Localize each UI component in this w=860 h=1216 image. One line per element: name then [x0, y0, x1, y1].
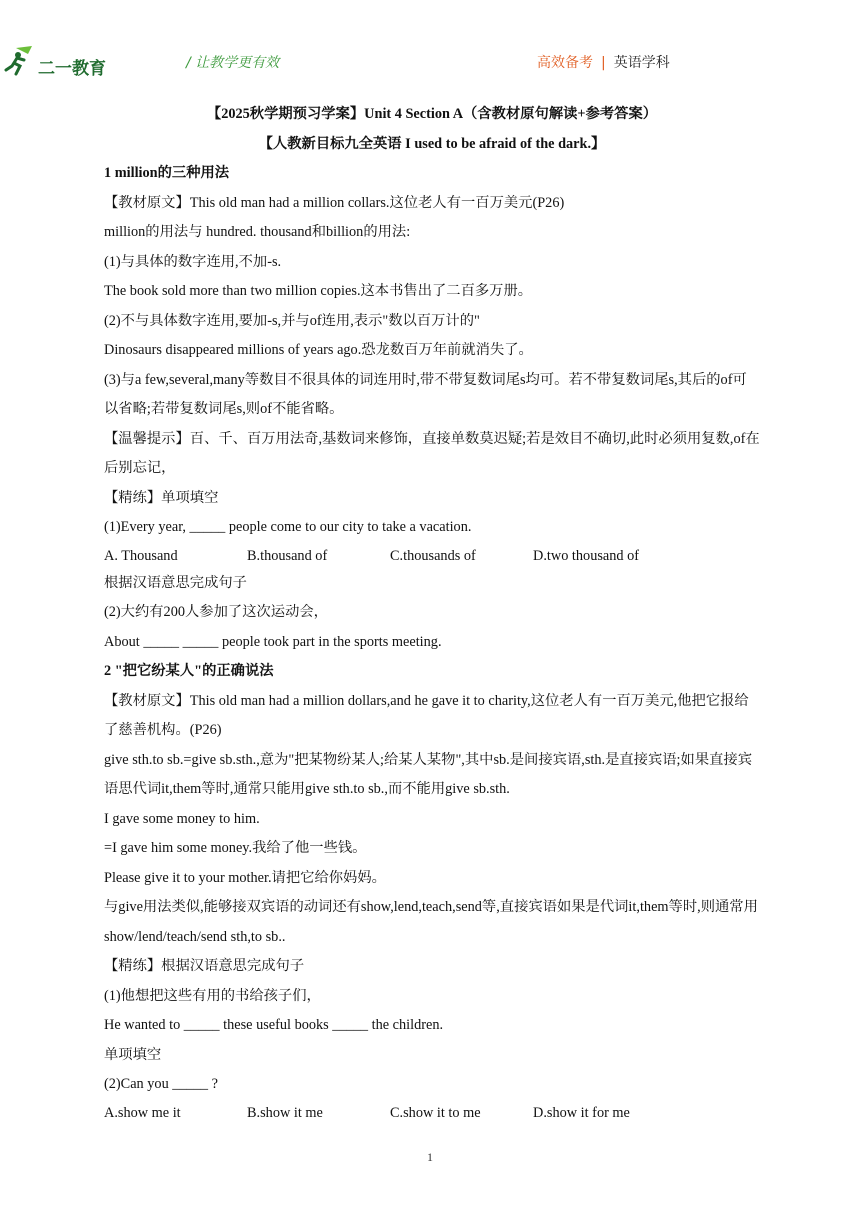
- section-1-question-2-en: About _____ _____ people took part in the sports meeting.: [104, 633, 442, 650]
- section-2-heading: 2 "把它纷某人"的正确说法: [104, 663, 274, 679]
- option-b: B.thousand of: [247, 547, 328, 564]
- option-d: D.show it for me: [533, 1104, 630, 1121]
- option-a: A. Thousand: [104, 547, 178, 564]
- section-2-line: Please give it to your mother.请把它给你妈妈。: [104, 869, 386, 886]
- section-2-options: [104, 1100, 760, 1126]
- section-1-question-1: (1)Every year, _____ people come to our city to take a vacation.: [104, 519, 472, 535]
- document-body: [104, 100, 760, 1126]
- option-a: A.show me it: [104, 1104, 181, 1121]
- slogan: / 让教学更有效: [186, 55, 280, 71]
- section-2-subheading: 单项填空: [104, 1046, 162, 1063]
- section-2-line: I gave some money to him.: [104, 810, 260, 827]
- option-c: C.thousands of: [390, 547, 476, 564]
- section-1-line: (2)不与具体数字连用,要加-s,并与of连用,表示"数以百万计的": [104, 312, 480, 329]
- section-2-source: 【教材原文】This old man had a million dollars,and he gave it to charity,这位老人有一百万美元,他把它报给了慈善机构。(P26): [104, 692, 749, 738]
- logo-text: 二一教育: [38, 59, 106, 79]
- option-c: C.show it to me: [390, 1104, 481, 1121]
- option-d: D.two thousand of: [533, 547, 640, 564]
- section-2-question-1-en: He wanted to _____ these useful books _____ the children.: [104, 1017, 444, 1033]
- header-right: [537, 52, 670, 72]
- section-1-subheading: 根据汉语意思完成句子: [104, 574, 247, 591]
- section-2-paragraph: give sth.to sb.=give sb.sth.,意为"把某物纷某人;给某人某物",其中sb.是间接宾语,sth.是直接宾语;如果直接宾语思代词it,them等时,通常只能用give sth.to sb.,而不能用give sb.sth.: [104, 751, 753, 797]
- section-1-line: million的用法与 hundred. thousand和billion的用法:: [104, 224, 411, 240]
- section-2-line: =I gave him some money.我给了他一些钱。: [104, 840, 367, 856]
- section-1-options: [104, 543, 760, 569]
- logo: [2, 44, 112, 78]
- section-2-exercise-heading: 【精练】根据汉语意思完成句子: [104, 958, 305, 974]
- section-1-source: 【教材原文】This old man had a million collars.这位老人有一百万美元(P26): [104, 194, 565, 211]
- page-number: 1: [427, 1150, 433, 1164]
- section-2-question-2: (2)Can you _____ ?: [104, 1076, 218, 1092]
- section-1-exercise-heading: 【精练】单项填空: [104, 489, 219, 506]
- header-tag-subject: 英语学科: [613, 55, 670, 71]
- doc-subtitle: 【人教新目标九全英语 I used to be afraid of the dark.】: [258, 135, 606, 152]
- section-1-line: The book sold more than two million copies.这本书售出了二百多万册。: [104, 283, 533, 299]
- running-man-icon: [2, 44, 42, 78]
- section-2-question-1: (1)他想把这些有用的书给孩子们，: [104, 987, 321, 1004]
- section-1-tip: 【温馨提示】百、千、百万用法奇,基数词来修饰，直接单数莫迟疑;若是效目不确切,此时必须用复数,of在后别忘记，: [104, 430, 760, 476]
- header-separator: |: [601, 55, 606, 71]
- option-b: B.show it me: [247, 1104, 323, 1121]
- section-1-heading: 1 million的三种用法: [104, 165, 230, 181]
- section-1-paragraph: (3)与a few,several,many等数目不很具体的词连用时,带不带复数词尾s均可。若不带复数词尾s,其后的of可以省略;若带复数词尾s,则of不能省略。: [104, 371, 747, 417]
- header-tag-exam: 高效备考: [537, 55, 593, 71]
- section-1-line: (1)与具体的数字连用,不加-s.: [104, 253, 282, 270]
- page-header: [0, 42, 860, 82]
- section-1-question-2: (2)大约有200人参加了这次运动会，: [104, 604, 328, 620]
- doc-title: 【2025秋学期预习学案】Unit 4 Section A（含教材原句解读+参考答案）: [206, 106, 658, 122]
- section-2-paragraph: 与give用法类似,能够接双宾语的动词还有show,lend,teach,send等,直接宾语如果是代词it,them等时,则通常用show/lend/teach/send sth,to sb..: [104, 899, 758, 945]
- section-1-line: Dinosaurs disappeared millions of years ago.恐龙数百万年前就消失了。: [104, 342, 533, 358]
